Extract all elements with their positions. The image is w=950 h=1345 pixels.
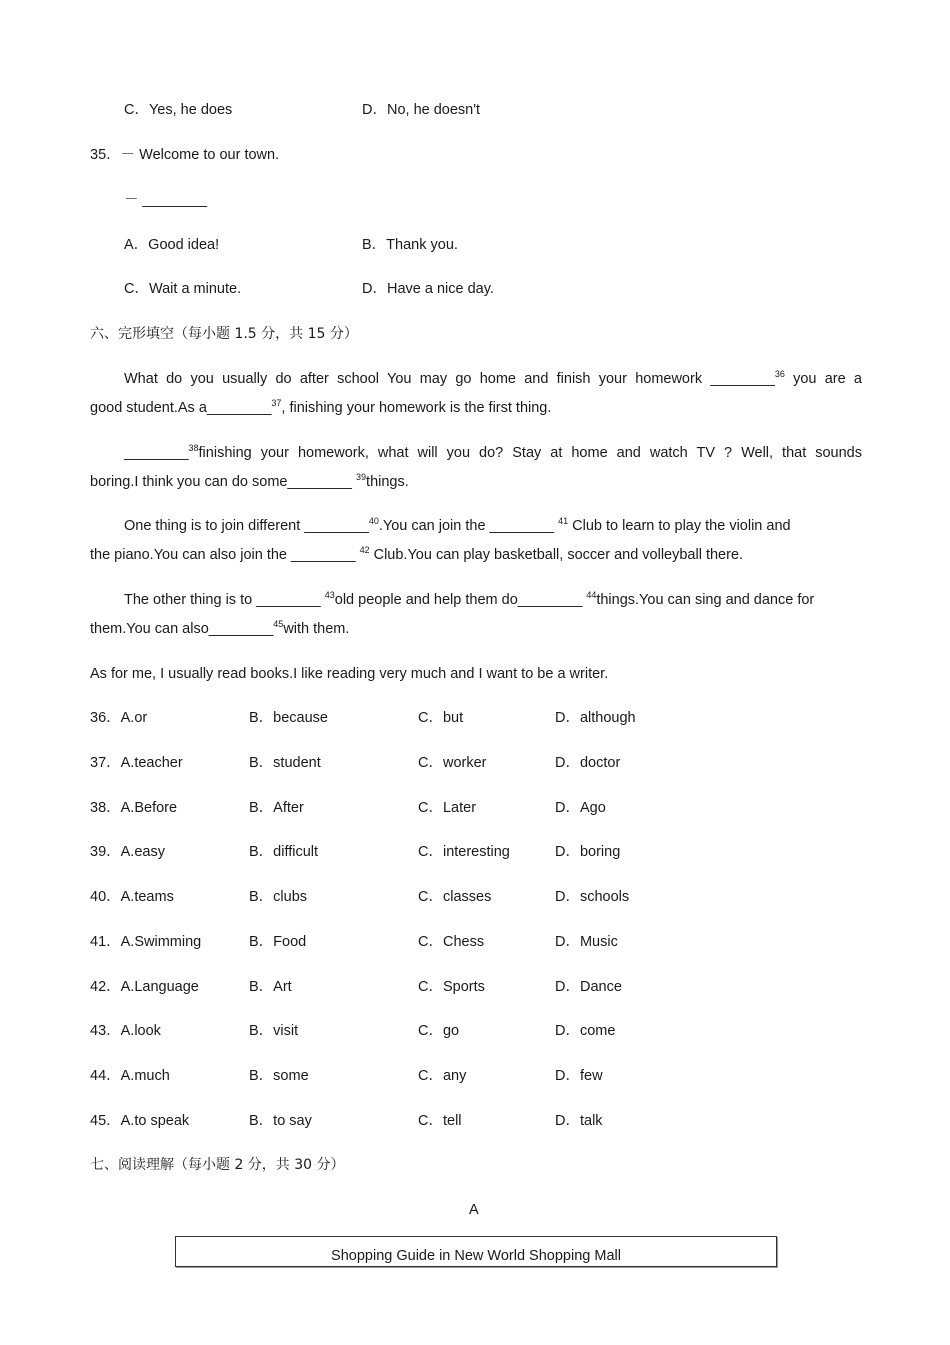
blank-number-44: 44 — [586, 590, 597, 600]
blank-number-37: 37 — [271, 398, 282, 408]
q36-option-c: C．but — [418, 710, 464, 726]
q45-option-b: B．to say — [249, 1113, 312, 1129]
q40-option-c: C．classes — [418, 889, 492, 905]
q44-option-c: C．any — [418, 1068, 467, 1084]
q41-option-b: B．Food — [249, 934, 307, 950]
q39-option-a: 39．A.easy — [90, 844, 165, 860]
q43-option-b: B．visit — [249, 1023, 299, 1039]
section-6-title: 六、完形填空（每小题 1.5 分，共 15 分） — [90, 326, 358, 342]
q35-reply-blank: － ________ — [124, 192, 208, 208]
blank-number-38: 38 — [188, 443, 199, 453]
q36-option-b: B．because — [249, 710, 328, 726]
q42-option-c: C．Sports — [418, 979, 485, 995]
passage-p3-line2: the piano.You can also join the ________ $^{42}$ Club.You can play basketball, soccer and volleyball there. — [90, 545, 744, 563]
q35-option-b: B．Thank you. — [362, 237, 458, 253]
passage-p1-line2: good student.As a________$^{37}$, finishing your homework is the first thing. — [90, 398, 552, 416]
passage-p1-line1: What do you usually do after school You may go home and finish your homework ________$^{36}$ you are a — [124, 369, 862, 387]
q34-option-c: C．Yes, he does — [124, 102, 233, 118]
q40-option-d: D．schools — [555, 889, 630, 905]
q44-option-d: D．few — [555, 1068, 603, 1084]
q45-option-c: C．tell — [418, 1113, 462, 1129]
q39-option-d: D．boring — [555, 844, 621, 860]
q35-stem: 35．－ Welcome to our town. — [90, 147, 280, 163]
q45-option-d: D．talk — [555, 1113, 603, 1129]
q35-option-c: C．Wait a minute. — [124, 281, 242, 297]
shopping-guide-table-header — [175, 1236, 777, 1267]
q38-option-a: 38．A.Before — [90, 800, 178, 816]
q42-option-d: D．Dance — [555, 979, 622, 995]
blank-number-43: 43 — [324, 590, 335, 600]
q35-option-d: D．Have a nice day. — [362, 281, 494, 297]
q43-option-c: C．go — [418, 1023, 460, 1039]
q37-option-a: 37．A.teacher — [90, 755, 183, 771]
q41-option-c: C．Chess — [418, 934, 485, 950]
q43-option-d: D．come — [555, 1023, 616, 1039]
q40-option-b: B．clubs — [249, 889, 308, 905]
q40-option-a: 40．A.teams — [90, 889, 174, 905]
q45-option-a: 45．A.to speak — [90, 1113, 190, 1129]
q42-option-b: B．Art — [249, 979, 292, 995]
q37-option-c: C．worker — [418, 755, 487, 771]
q41-option-a: 41．A.Swimming — [90, 934, 202, 950]
shopping-guide-title: Shopping Guide in New World Shopping Mall — [331, 1248, 621, 1264]
q37-option-d: D．doctor — [555, 755, 621, 771]
q38-option-b: B．After — [249, 800, 304, 816]
blank-number-39: 39 — [356, 472, 367, 482]
q35-option-a: A．Good idea! — [124, 237, 220, 253]
blank-number-45: 45 — [273, 619, 284, 629]
reading-passage-label: A — [469, 1202, 479, 1218]
q41-option-d: D．Music — [555, 934, 618, 950]
passage-p2-line2: boring.I think you can do some________ $^{39}$things. — [90, 472, 409, 490]
passage-p2-line1: ________$^{38}$finishing your homework, what will you do? Stay at home and watch TV ? Well, that sounds — [124, 443, 862, 461]
q44-option-a: 44．A.much — [90, 1068, 170, 1084]
q44-option-b: B．some — [249, 1068, 309, 1084]
q34-option-d: D．No, he doesn't — [362, 102, 481, 118]
q36-option-a: 36．A.or — [90, 710, 148, 726]
blank-number-42: 42 — [359, 545, 370, 555]
section-7-title: 七、阅读理解（每小题 2 分，共 30 分） — [90, 1157, 345, 1173]
q36-option-d: D．although — [555, 710, 636, 726]
blank-number-40: 40 — [368, 516, 379, 526]
passage-p4-line1: The other thing is to ________ $^{43}$old people and help them do________ $^{44}$things.You can sing and dance for — [124, 590, 815, 608]
passage-p5: As for me, I usually read books.I like reading very much and I want to be a writer. — [90, 666, 609, 682]
blank-number-41: 41 — [558, 516, 569, 526]
q39-option-b: B．difficult — [249, 844, 319, 860]
q43-option-a: 43．A.look — [90, 1023, 161, 1039]
q37-option-b: B．student — [249, 755, 321, 771]
q39-option-c: C．interesting — [418, 844, 510, 860]
blank-number-36: 36 — [774, 369, 785, 379]
passage-p4-line2: them.You can also________$^{45}$with them. — [90, 619, 350, 637]
passage-p3-line1: One thing is to join different ________$^{40}$.You can join the ________ $^{41}$ Club to learn to play the violin and — [124, 516, 791, 534]
q38-option-d: D．Ago — [555, 800, 606, 816]
q42-option-a: 42．A.Language — [90, 979, 199, 995]
q38-option-c: C．Later — [418, 800, 477, 816]
